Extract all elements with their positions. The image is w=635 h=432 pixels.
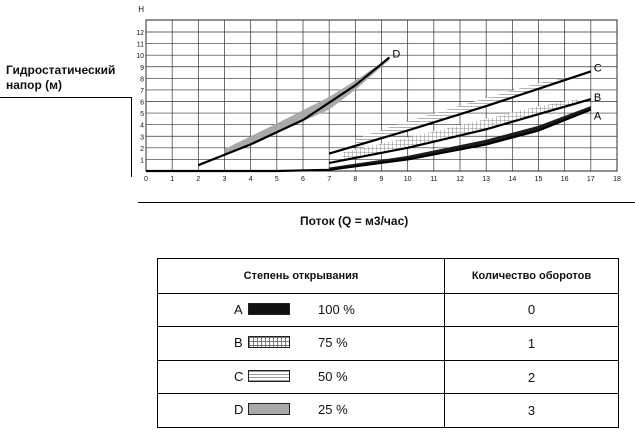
x-tick-label: 15 xyxy=(534,176,543,183)
x-tick-label: 13 xyxy=(482,176,491,183)
y-tick-label: 4 xyxy=(140,122,144,130)
x-tick-label: 16 xyxy=(560,176,569,183)
header-turns: Количество оборотов xyxy=(445,259,619,294)
legend-percent: 75 % xyxy=(318,335,348,351)
x-tick-label: 11 xyxy=(430,176,438,183)
x-tick-label: 4 xyxy=(248,176,253,183)
x-tick-label: 18 xyxy=(613,176,621,183)
x-tick-label: 9 xyxy=(379,176,384,183)
header-opening: Степень открывания xyxy=(158,259,445,294)
y-tick-label: 6 xyxy=(140,99,144,107)
series-label-a: A xyxy=(593,110,602,123)
legend-turns: 2 xyxy=(445,360,619,394)
series-label-c: C xyxy=(593,62,602,75)
y-tick-label: 11 xyxy=(136,41,144,49)
x-axis-title: Поток (Q = м3/час) xyxy=(300,214,409,228)
x-tick-label: 17 xyxy=(586,176,595,183)
legend-percent: 25 % xyxy=(318,402,348,418)
y-tick-label: 5 xyxy=(140,111,144,119)
x-tick-label: 10 xyxy=(403,176,412,183)
gray-swatch-icon xyxy=(248,403,290,415)
y-tick-label: 3 xyxy=(140,134,144,142)
x-tick-label: 0 xyxy=(144,176,148,183)
solid-swatch-icon xyxy=(248,303,290,315)
y-axis-title-rule xyxy=(0,97,132,98)
y-axis-title-vrule xyxy=(131,97,132,177)
legend-row-a xyxy=(158,293,619,327)
legend-letter: D xyxy=(234,402,244,418)
series-label-d: D xyxy=(392,48,401,61)
x-tick-label: 7 xyxy=(327,176,332,183)
legend-row-b xyxy=(158,327,619,361)
x-tick-label: 5 xyxy=(274,176,279,183)
legend-turns: 1 xyxy=(445,327,619,361)
x-tick-label: 8 xyxy=(353,176,358,183)
x-tick-label: 1 xyxy=(170,176,175,183)
y-axis-title: Гидростатический напор (м) xyxy=(6,63,116,92)
y-tick-label: 8 xyxy=(140,76,144,84)
y-tick-label: 10 xyxy=(136,53,144,61)
legend-row-c xyxy=(158,360,619,394)
x-tick-label: 12 xyxy=(456,176,464,183)
y-tick-label: 12 xyxy=(136,30,144,37)
series-label-b: B xyxy=(593,92,602,105)
y-tick-label: 1 xyxy=(140,157,144,165)
chart-bottom-rule xyxy=(138,202,635,203)
x-tick-label: 14 xyxy=(508,176,517,183)
y-tick-label: 9 xyxy=(140,64,144,72)
legend-letter: C xyxy=(234,368,244,384)
grid-swatch-icon xyxy=(248,336,290,348)
legend-letter: B xyxy=(234,335,243,351)
x-tick-label: 3 xyxy=(222,176,227,183)
legend-letter: A xyxy=(234,301,243,317)
lines-swatch-icon xyxy=(248,370,290,382)
y-tick-label: 2 xyxy=(140,145,144,153)
x-tick-label: 6 xyxy=(301,176,305,183)
legend-table xyxy=(157,258,619,428)
legend-turns: 3 xyxy=(445,394,619,428)
legend-percent: 100 % xyxy=(318,301,355,317)
y-axis-letter: H xyxy=(138,5,144,14)
x-tick-label: 2 xyxy=(196,176,201,183)
flow-head-chart xyxy=(0,0,635,210)
y-tick-label: 7 xyxy=(140,87,144,95)
legend-turns: 0 xyxy=(445,293,619,327)
legend-percent: 50 % xyxy=(318,368,348,384)
legend-row-d xyxy=(158,394,619,428)
